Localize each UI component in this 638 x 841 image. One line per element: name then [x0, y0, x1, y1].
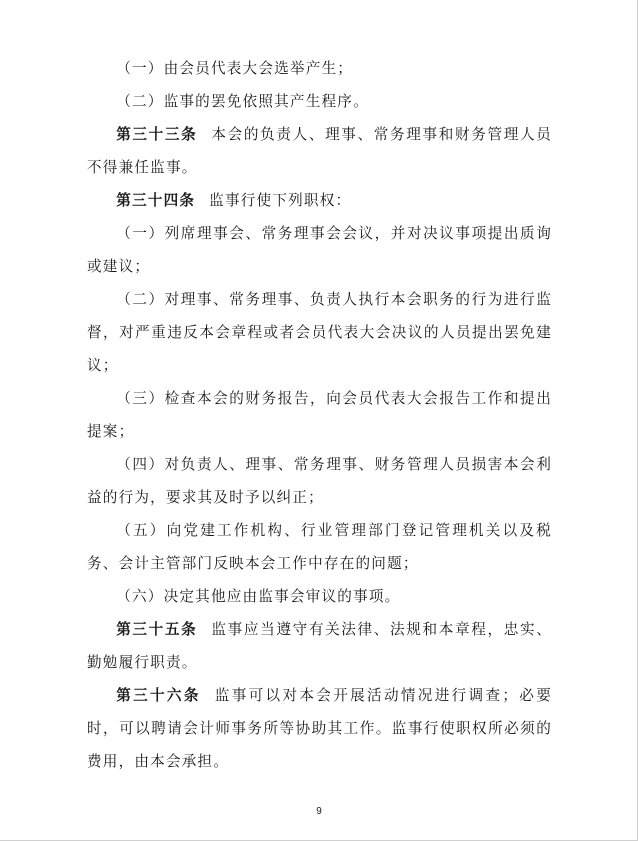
item-paragraph: [87, 580, 552, 613]
paragraph-text: （一）由会员代表大会选举产生；: [116, 60, 354, 77]
item-paragraph: [87, 448, 552, 514]
article-number: 第三十四条: [116, 192, 196, 209]
article-paragraph: [87, 613, 552, 679]
paragraph-text: （六）决定其他应由监事会审议的事项。: [116, 588, 401, 605]
item-paragraph: [87, 283, 552, 382]
item-paragraph: [87, 217, 552, 283]
document-body: [87, 52, 552, 778]
item-paragraph: [87, 514, 552, 580]
article-paragraph: [87, 118, 552, 184]
item-paragraph: [87, 85, 552, 118]
article-number: 第三十六条: [116, 687, 201, 704]
article-text: 监事行使下列职权：: [209, 192, 352, 209]
page-number: 9: [316, 806, 322, 817]
item-paragraph: [87, 382, 552, 448]
paragraph-text: （二）对理事、常务理事、负责人执行本会职务的行为进行监督，对严重违反本会章程或者会员代表大会决议的人员提出罢免建议；: [87, 291, 552, 374]
article-paragraph: [87, 679, 552, 778]
paragraph-text: （二）监事的罢免依照其产生程序。: [116, 93, 369, 110]
article-number: 第三十五条: [116, 621, 198, 638]
article-number: 第三十三条: [116, 126, 198, 143]
paragraph-text: （五）向党建工作机构、行业管理部门登记管理机关以及税务、会计主管部门反映本会工作中存在的问题；: [87, 522, 552, 572]
item-paragraph: [87, 52, 552, 85]
article-text: 监事可以对本会开展活动情况进行调查；必要时，可以聘请会计师事务所等协助其工作。监事行使职权所必须的费用，由本会承担。: [87, 687, 552, 770]
article-paragraph: [87, 184, 552, 217]
article-text: 本会的负责人、理事、常务理事和财务管理人员不得兼任监事。: [87, 126, 552, 176]
article-text: 监事应当遵守有关法律、法规和本章程，忠实、勤勉履行职责。: [87, 621, 552, 671]
paragraph-text: （一）列席理事会、常务理事会会议，并对决议事项提出质询或建议；: [87, 225, 552, 275]
paragraph-text: （四）对负责人、理事、常务理事、财务管理人员损害本会利益的行为，要求其及时予以纠正；: [87, 456, 552, 506]
paragraph-text: （三）检查本会的财务报告，向会员代表大会报告工作和提出提案；: [87, 390, 552, 440]
